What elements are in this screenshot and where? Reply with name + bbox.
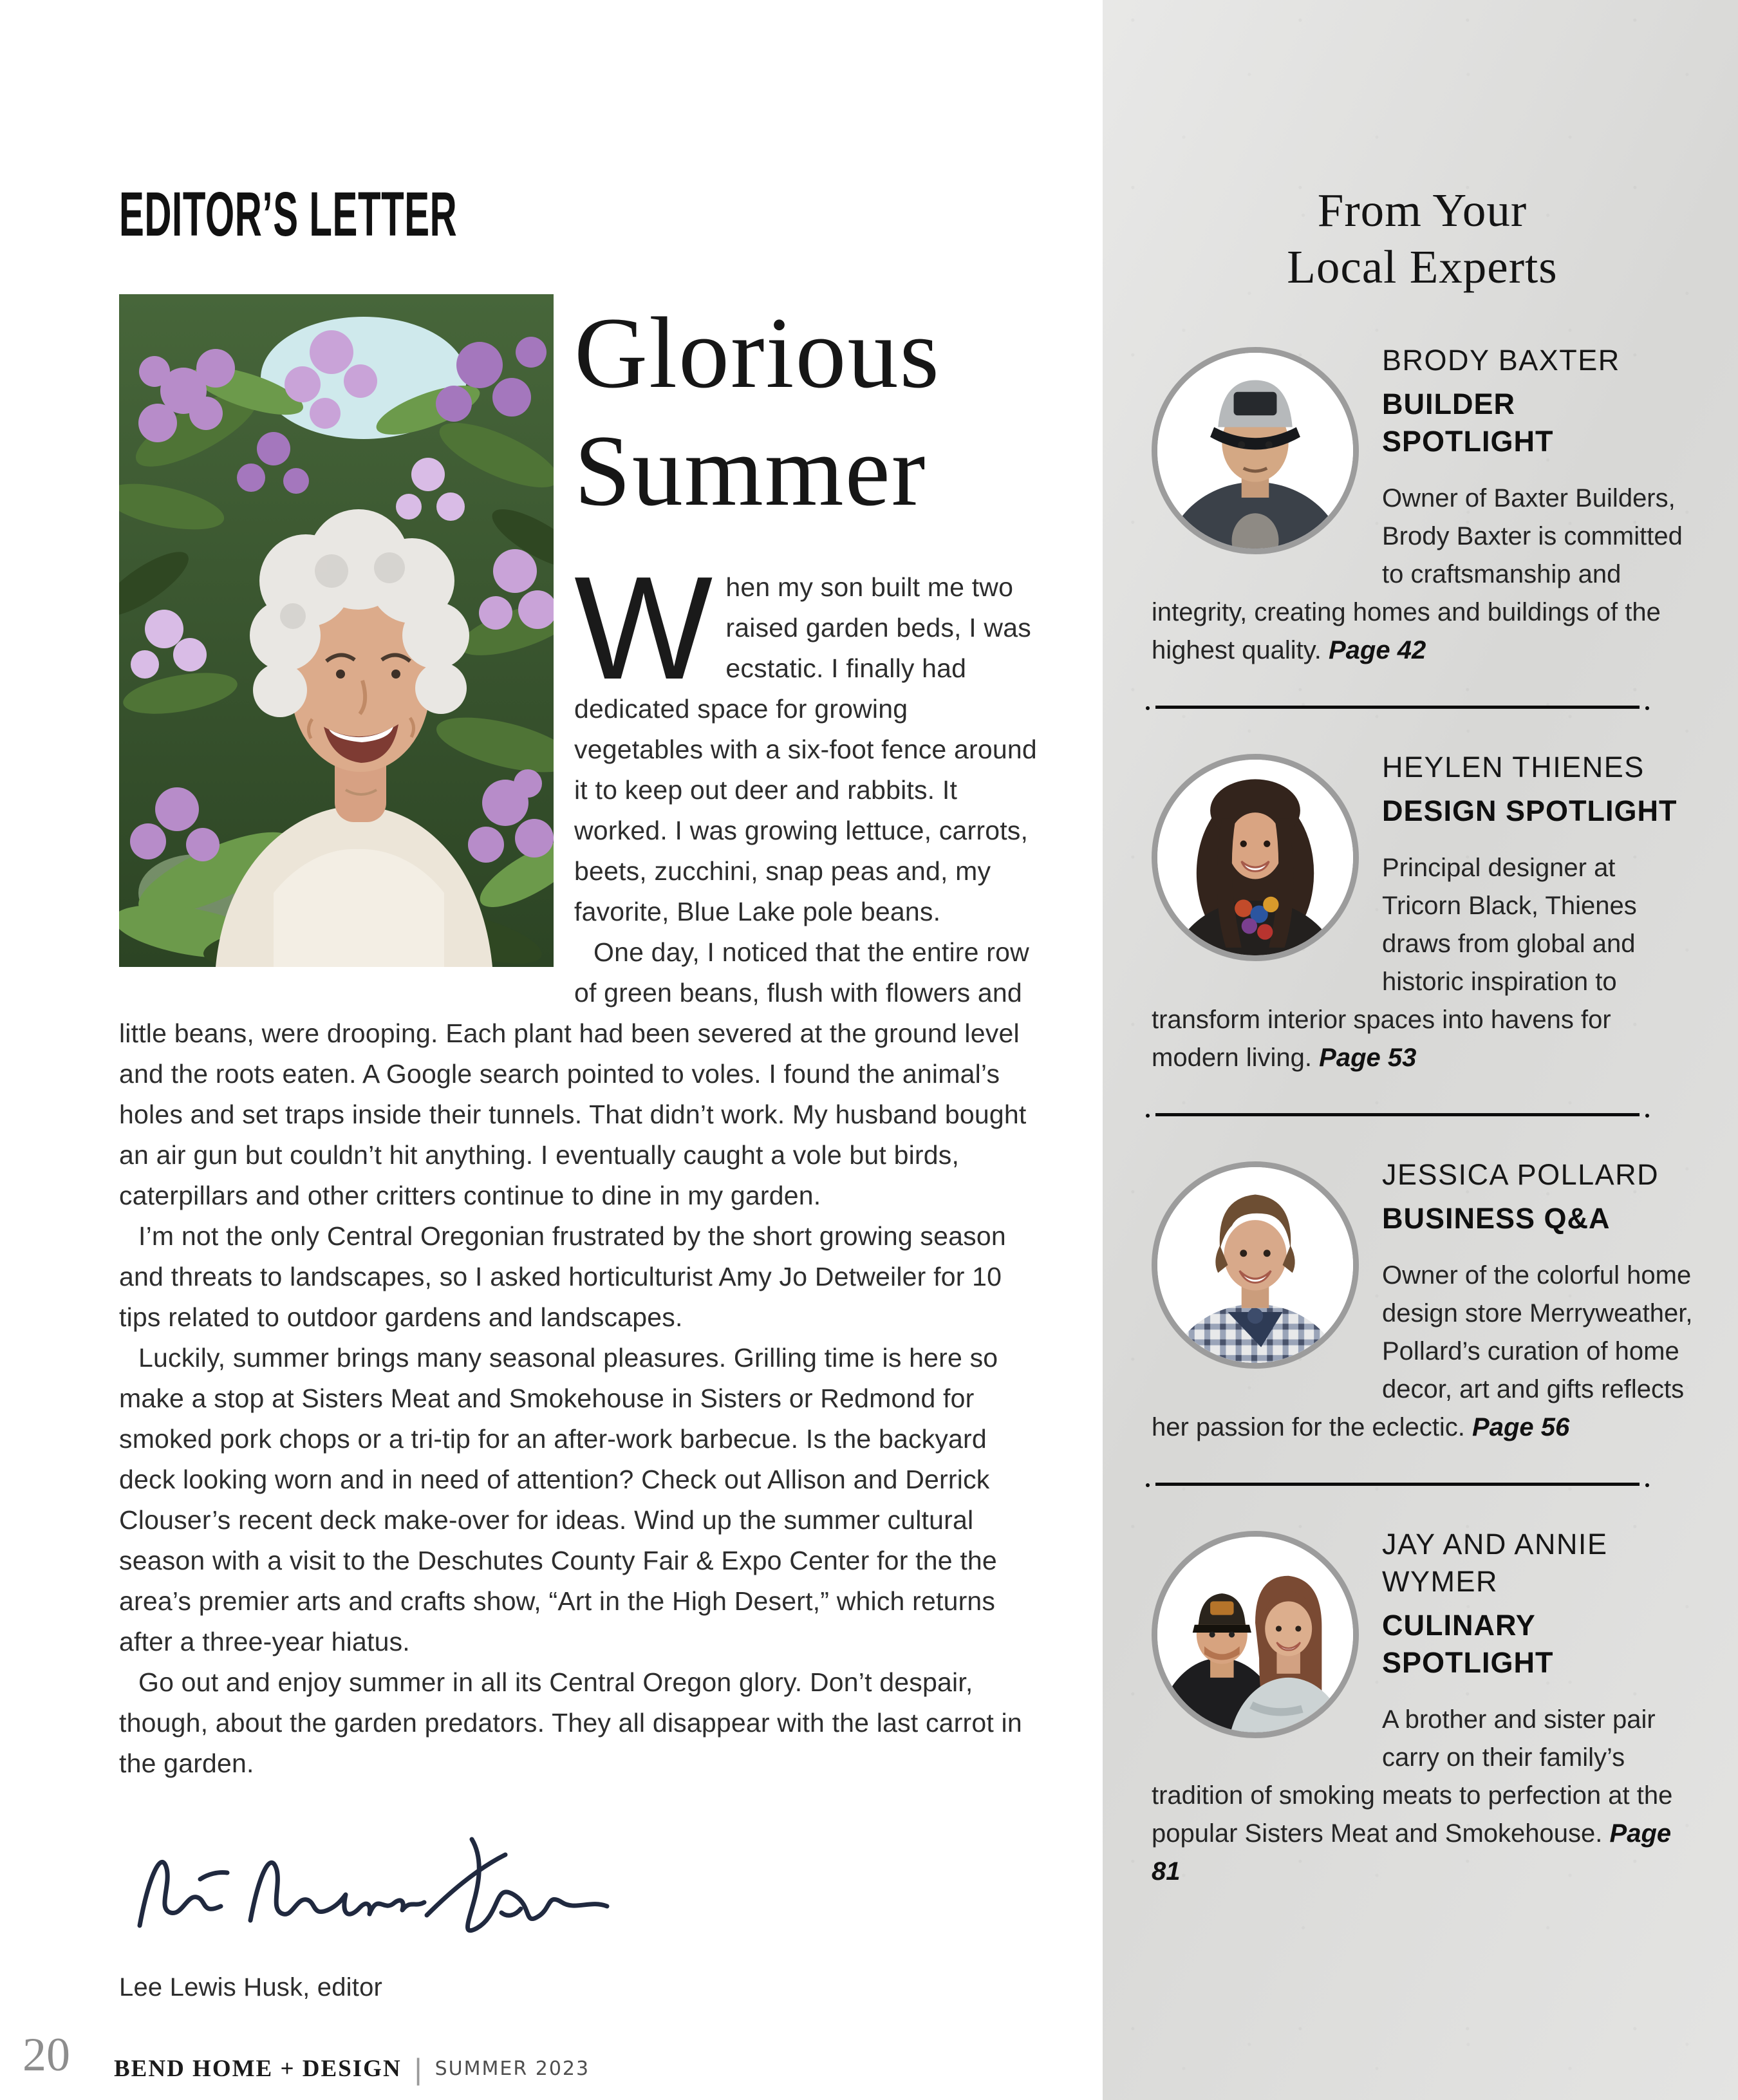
footer-folio — [114, 2052, 590, 2086]
avatar-woman-long-hair — [1157, 760, 1353, 955]
expert-category: BUILDER SPOTLIGHT — [1382, 388, 1554, 458]
article-body — [119, 294, 1043, 2008]
section-divider — [1155, 1113, 1640, 1116]
expert-name: BRODY BAXTER — [1382, 344, 1620, 377]
article-paragraph-5: Go out and enjoy summer in all its Central Oregon glory. Don’t despair, though, about the garden predators. They all disappear with the last carrot in the garden. — [119, 1667, 1022, 1778]
editor-signature — [124, 1817, 1043, 1943]
magazine-name: BEND HOME + DESIGN — [114, 2056, 402, 2082]
paragraph-1-text: hen my son built me two raised garden beds, I was ecstatic. I finally had dedicated space for growing vegetables with a six-foot fence around it to keep out deer and rabbits. It worked. I was growing lettuce, carrots, beets, zucchini, snap peas and, my favorite, Blue Lake pole beans. — [574, 572, 1037, 926]
signature-scribble — [124, 1817, 646, 1940]
sidebar-heading — [1152, 182, 1693, 295]
avatar-brother-sister — [1157, 1537, 1353, 1732]
expert-name: JAY AND ANNIE WYMER — [1382, 1528, 1608, 1598]
expert-page-ref: Page 42 — [1329, 636, 1426, 664]
expert-page-ref: Page 81 — [1152, 1819, 1672, 1886]
expert-category: BUSINESS Q&A — [1382, 1202, 1611, 1235]
expert-page-ref: Page 53 — [1319, 1044, 1417, 1072]
section-divider — [1155, 706, 1640, 709]
expert-card-brody-baxter — [1152, 342, 1693, 670]
section-kicker — [119, 179, 1043, 253]
expert-card-heylen-thienes — [1152, 749, 1693, 1077]
article-paragraph-2: One day, I noticed that the entire row of green beans, flush with flowers and little beans, were drooping. Each plant had been severed at the ground level and the roots eaten. A Google search pointed to voles. I found the animal’s holes and set traps inside their tunnels. That didn’t work. My husband bought an air gun but couldn’t hit anything. I eventually caught a vole but birds, caterpillars and other critters continue to dine in my garden. — [119, 937, 1029, 1210]
avatar-woman-short-hair — [1157, 1167, 1353, 1363]
avatar-man-cap — [1157, 353, 1353, 548]
expert-category: DESIGN SPOTLIGHT — [1382, 794, 1677, 827]
page-number: 20 — [23, 2029, 70, 2081]
expert-description-text: A brother and sister pair carry on their family’s tradition of smoking meats to perfection at the popular Sisters Meat and Smokehouse. — [1152, 1705, 1673, 1848]
section-divider — [1155, 1483, 1640, 1486]
sidebar-heading-line1: From Your — [1317, 184, 1528, 236]
signature-caption: Lee Lewis Husk, editor — [119, 1973, 383, 2002]
editor-photo-illustration — [119, 294, 554, 967]
section-kicker-text: EDITOR’S LETTER — [119, 179, 458, 249]
expert-category: CULINARY SPOTLIGHT — [1382, 1609, 1554, 1679]
expert-card-jay-annie-wymer — [1152, 1526, 1693, 1891]
expert-description-text: Owner of Baxter Builders, Brody Baxter is committed to craftsmanship and integrity, creating homes and buildings of the highest quality. — [1152, 484, 1683, 664]
expert-photo-jay-annie-wymer — [1152, 1531, 1359, 1738]
expert-description-text: Owner of the colorful home design store Merryweather, Pollard’s curation of home decor, art and gifts reflects her passion for the eclectic. — [1152, 1261, 1693, 1441]
experts-sidebar — [1103, 0, 1738, 2100]
expert-card-jessica-pollard — [1152, 1156, 1693, 1447]
expert-photo-brody-baxter — [1152, 347, 1359, 554]
expert-photo-jessica-pollard — [1152, 1161, 1359, 1369]
sidebar-heading-line2: Local Experts — [1287, 241, 1558, 293]
editor-photo — [119, 294, 554, 967]
article-title-line2: Summer — [574, 415, 927, 527]
footer-separator: | — [414, 2052, 422, 2086]
expert-description-text: Principal designer at Tricorn Black, Thienes draws from global and historic inspiration to transform interior spaces into havens for modern living. — [1152, 854, 1637, 1072]
drop-cap: W — [574, 547, 713, 710]
article-paragraph-4: Luckily, summer brings many seasonal pleasures. Grilling time is here so make a stop at Sisters Meat and Smokehouse in Sisters or Redmond for smoked pork chops or a tri-tip for an after-work barbecue. Is the backyard deck looking worn and in need of attention? Check out Allison and Derrick Clouser’s recent deck make-over for ideas. Wind up the summer cultural season with a visit to the Deschutes County Fair & Expo Center for the the area’s premier arts and crafts show, “Art in the High Desert,” which returns after a three-year hiatus. — [119, 1343, 998, 1656]
expert-photo-heylen-thienes — [1152, 754, 1359, 961]
expert-page-ref: Page 56 — [1472, 1413, 1570, 1441]
article-title-line1: Glorious — [574, 297, 940, 409]
expert-name: HEYLEN THIENES — [1382, 751, 1645, 783]
article-paragraph-3: I’m not the only Central Oregonian frustrated by the short growing season and threats to landscapes, so I asked horticulturist Amy Jo Detweiler for 10 tips related to outdoor gardens and landscapes. — [119, 1221, 1006, 1332]
issue-label: SUMMER 2023 — [434, 2058, 590, 2080]
expert-name: JESSICA POLLARD — [1382, 1158, 1659, 1191]
